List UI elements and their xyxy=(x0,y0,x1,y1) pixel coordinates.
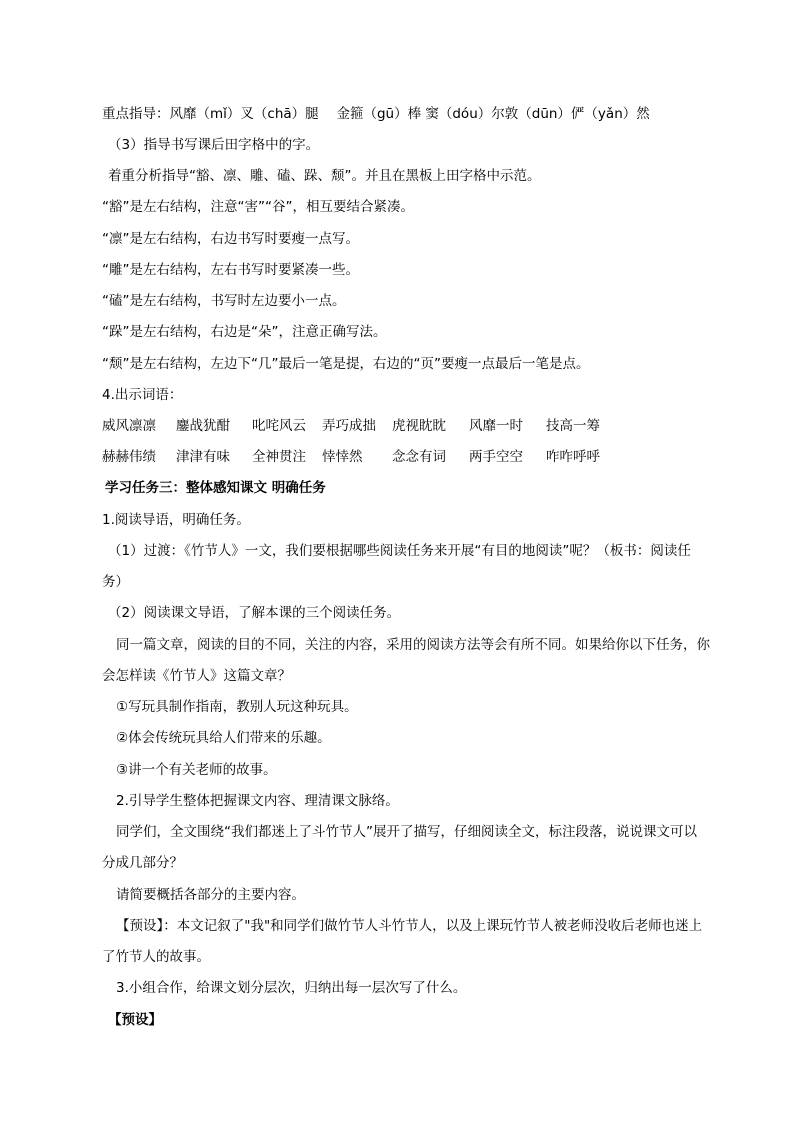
char-note-duo: “跺”是左右结构，右边是“朵”，注意正确写法。 xyxy=(102,324,387,340)
analysis-line: 着重分析指导“豁、凛、雕、磕、跺、颓”。并且在黑板上田字格中示范。 xyxy=(108,168,541,184)
transition-line-cont: 务） xyxy=(102,574,129,590)
read-guide-line: （2）阅读课文导语，了解本课的三个阅读任务。 xyxy=(108,605,401,621)
task-item-1: ①写玩具制作指南，教别人玩这种玩具。 xyxy=(116,699,358,715)
vocab-word: 技高一筹 xyxy=(546,418,600,434)
step-1-heading: 1.阅读导语，明确任务。 xyxy=(102,512,250,528)
purpose-paragraph: 同一篇文章，阅读的目的不同，关注的内容，采用的阅读方法等会有所不同。如果给你以下任务，你 xyxy=(116,637,710,653)
summary-prompt: 请简要概括各部分的主要内容。 xyxy=(116,887,305,903)
vocab-word: 悻悻然 xyxy=(322,449,363,465)
vocab-word: 弄巧成拙 xyxy=(322,418,376,434)
vocab-word: 咋咋呼呼 xyxy=(546,449,600,465)
key-guidance-line: 重点指导：风靡（mǐ）叉（chā）腿 金箍（gū）棒 窦（dóu）尔敦（dūn）俨（yǎn）然 xyxy=(102,106,650,122)
preset-label: 【预设】 xyxy=(108,1012,162,1028)
preset-answer-cont: 了竹节人的故事。 xyxy=(102,949,210,965)
vocab-word: 虎视眈眈 xyxy=(392,418,446,434)
vocab-word: 赫赫伟绩 xyxy=(102,449,156,465)
section-heading-task-3: 学习任务三：整体感知课文 明确任务 xyxy=(105,480,326,496)
vocab-word: 风靡一时 xyxy=(469,418,523,434)
vocab-word: 两手空空 xyxy=(469,449,523,465)
task-item-2: ②体会传统玩具给人们带来的乐趣。 xyxy=(116,730,331,746)
outline-paragraph: 同学们，全文围绕“我们都迷上了斗竹节人”展开了描写，仔细阅读全文，标注段落，说说课文可以 xyxy=(116,824,697,840)
vocab-heading: 4.出示词语： xyxy=(102,387,183,403)
vocab-word: 叱咤风云 xyxy=(252,418,306,434)
char-note-ke: “磕”是左右结构，书写时左边要小一点。 xyxy=(102,293,346,309)
vocab-word: 威风凛凛 xyxy=(102,418,156,434)
outline-paragraph-cont: 分成几部分？ xyxy=(102,855,183,871)
preset-answer: 【预设】：本文记叙了"我"和同学们做竹节人斗竹节人，以及上课玩竹节人被老师没收后老师也迷上 xyxy=(116,918,703,934)
vocab-word: 念念有词 xyxy=(392,449,446,465)
char-note-diao: “雕”是左右结构，左右书写时要紧凑一些。 xyxy=(102,262,359,278)
writing-guidance-line: （3）指导书写课后田字格中的字。 xyxy=(108,137,320,153)
vocab-word: 津津有味 xyxy=(176,449,230,465)
step-3-heading: 3.小组合作，给课文划分层次，归纳出每一层次写了什么。 xyxy=(116,980,467,996)
char-note-lin: “凛”是左右结构，右边书写时要瘦一点写。 xyxy=(102,231,359,247)
step-2-heading: 2.引导学生整体把握课文内容、理清课文脉络。 xyxy=(116,793,399,809)
vocab-word: 鏖战犹酣 xyxy=(176,418,230,434)
purpose-paragraph-cont: 会怎样读《竹节人》这篇文章？ xyxy=(102,668,291,684)
char-note-tui: “颓”是左右结构，左边下“几”最后一笔是提，右边的“页”要瘦一点最后一笔是点。 xyxy=(102,356,590,372)
char-note-huo: “豁”是左右结构，注意“害”“谷”，相互要结合紧凑。 xyxy=(102,199,414,215)
task-item-3: ③讲一个有关老师的故事。 xyxy=(116,762,277,778)
transition-line: （1）过渡：《竹节人》一文，我们要根据哪些阅读任务来开展“有目的地阅读”呢？（板书：阅读任 xyxy=(108,543,691,559)
vocab-word: 全神贯注 xyxy=(252,449,306,465)
